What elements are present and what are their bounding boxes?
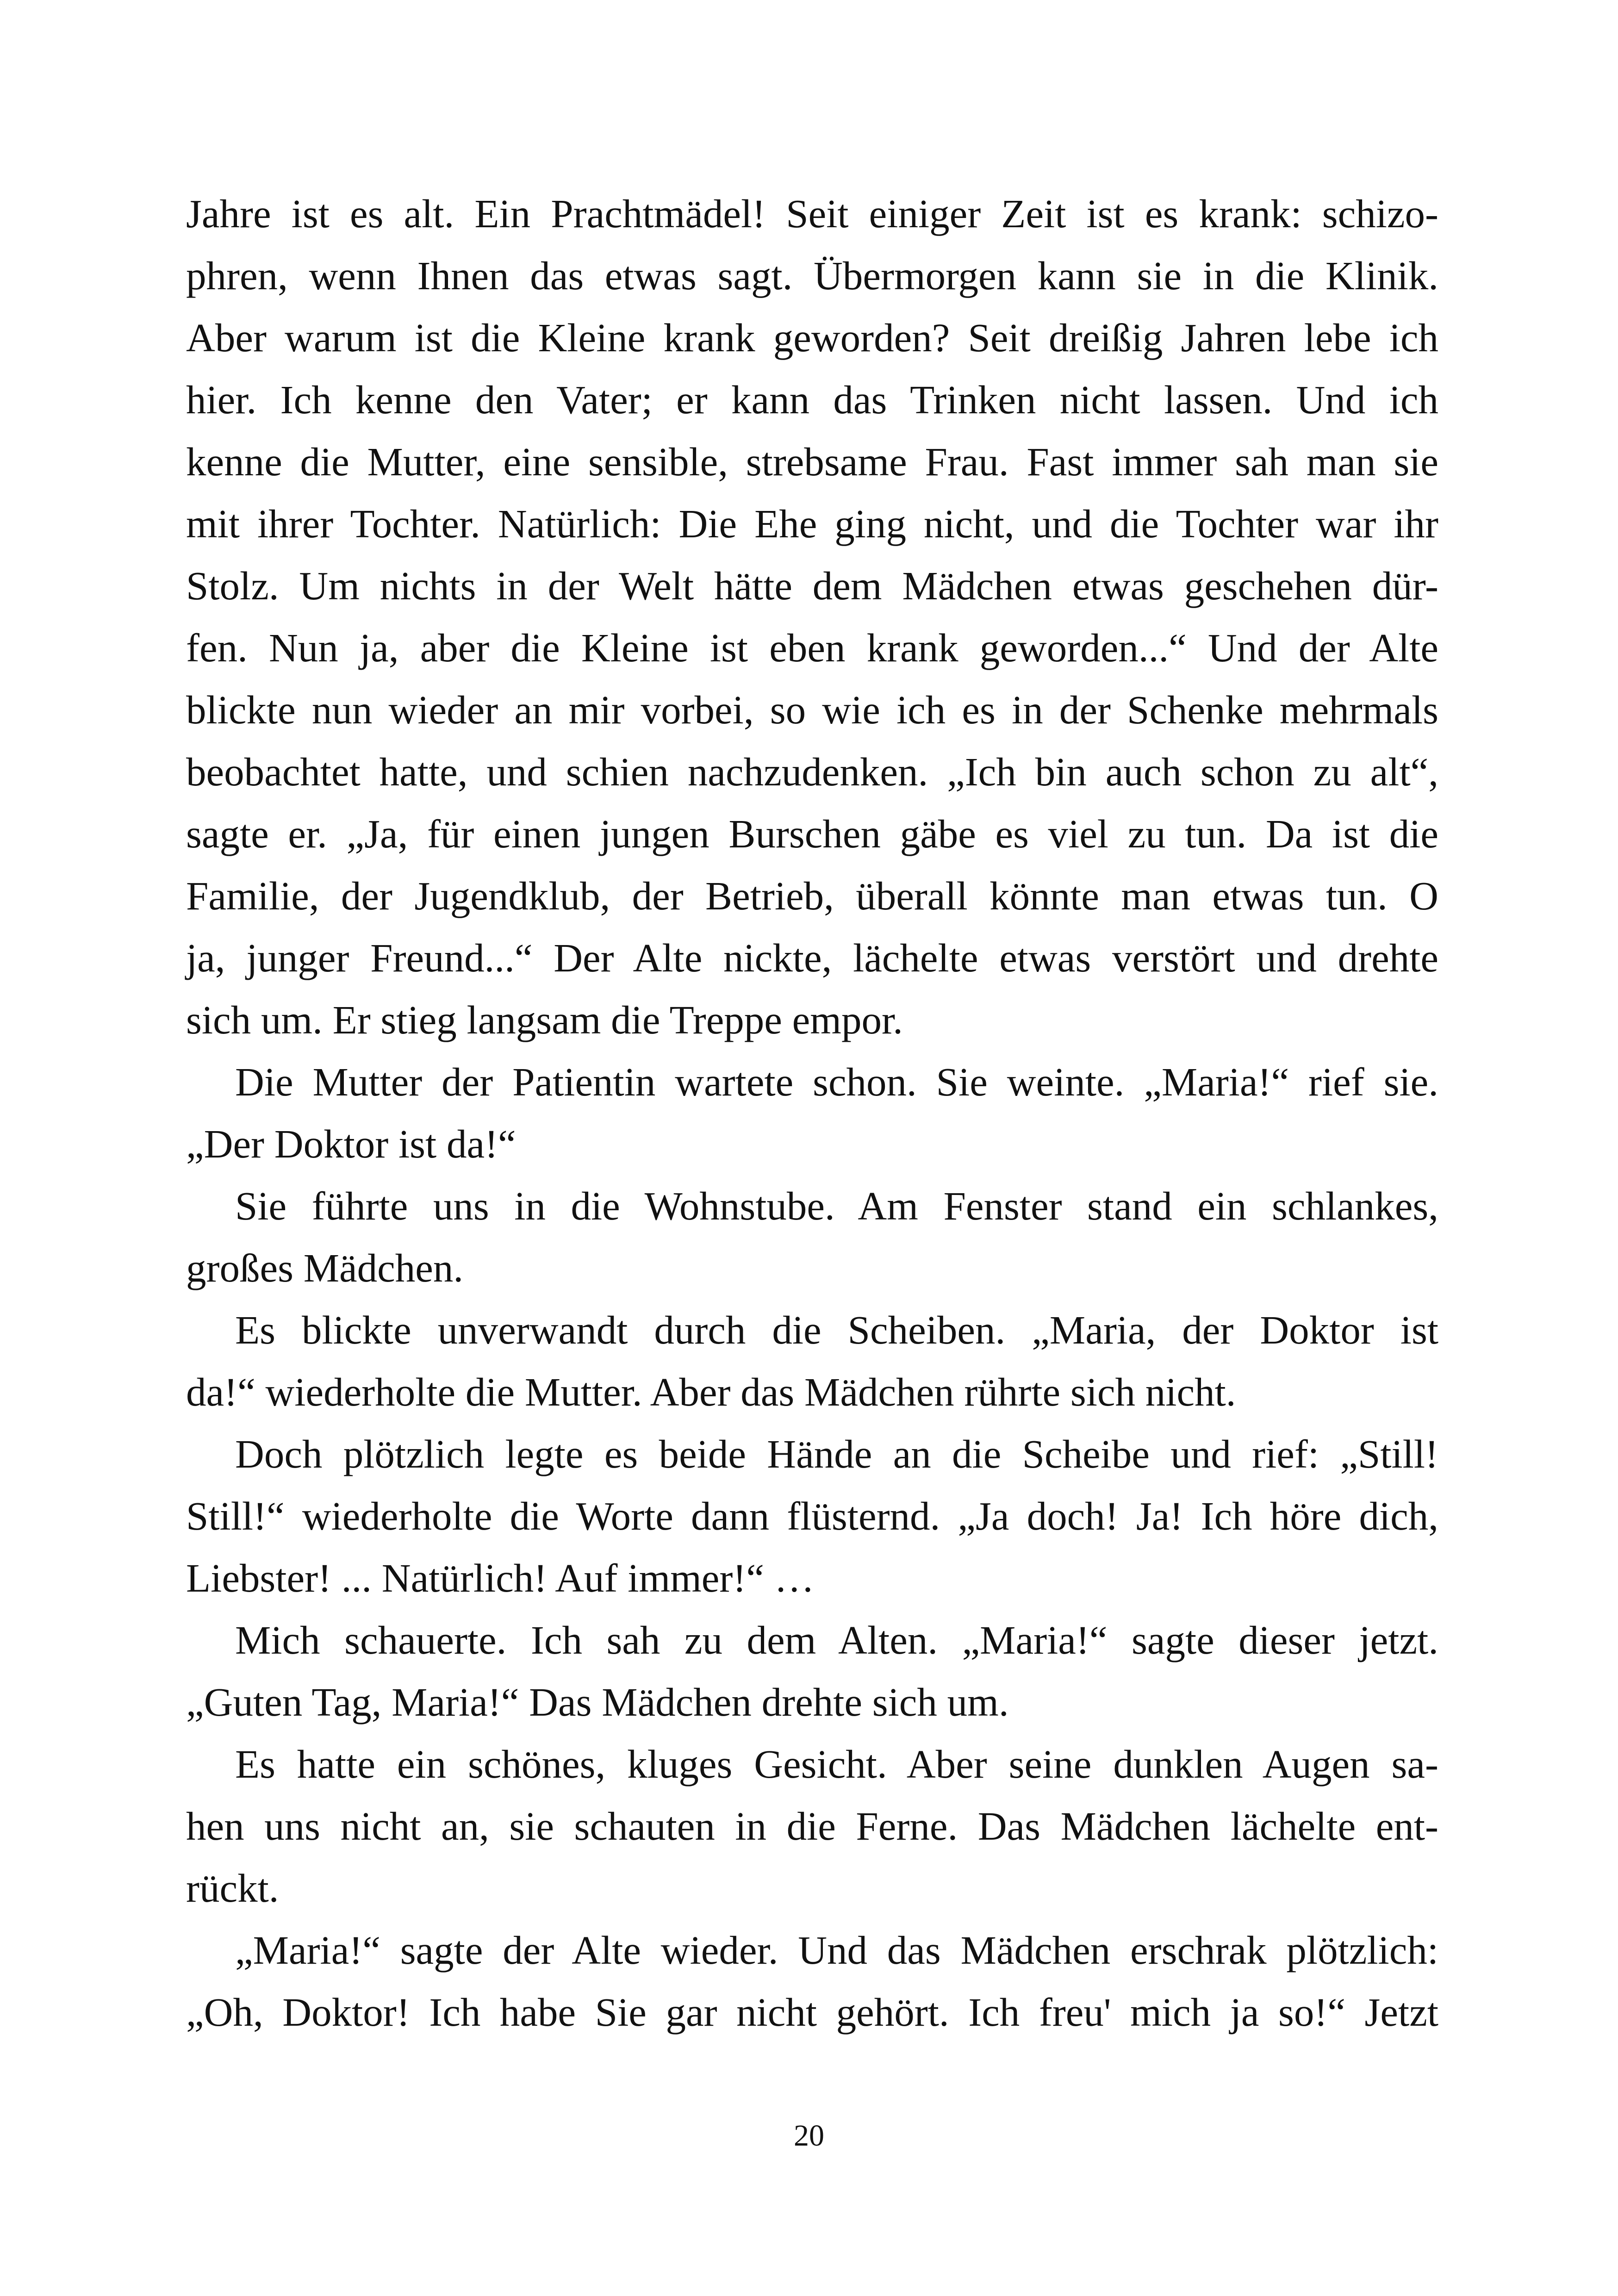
text-line: Doch plötzlich legte es beide Hände an die Scheibe und rief: „Still! bbox=[235, 1431, 1438, 1476]
text-line: Es hatte ein schönes, kluges Gesicht. Aber seine dunklen Augen sa- bbox=[235, 1742, 1438, 1786]
text-line: Sie führte uns in die Wohnstube. Am Fenster stand ein schlankes, bbox=[235, 1183, 1438, 1228]
text-line: da!“ wiederholte die Mutter. Aber das Mädchen rührte sich nicht. bbox=[186, 1369, 1236, 1414]
text-line: Stolz. Um nichts in der Welt hätte dem Mädchen etwas geschehen dür- bbox=[186, 563, 1438, 608]
text-line: „Guten Tag, Maria!“ Das Mädchen drehte sich um. bbox=[186, 1680, 1009, 1724]
text-line: Familie, der Jugendklub, der Betrieb, überall könnte man etwas tun. O bbox=[186, 873, 1438, 918]
page-number: 20 bbox=[794, 2119, 824, 2153]
text-line: sich um. Er stieg langsam die Treppe empor. bbox=[186, 997, 903, 1042]
text-line: fen. Nun ja, aber die Kleine ist eben krank geworden...“ Und der Alte bbox=[186, 625, 1438, 670]
text-line: hen uns nicht an, sie schauten in die Ferne. Das Mädchen lächelte ent- bbox=[186, 1804, 1438, 1848]
text-line: Mich schauerte. Ich sah zu dem Alten. „Maria!“ sagte dieser jetzt. bbox=[235, 1618, 1438, 1662]
text-line: ja, junger Freund...“ Der Alte nickte, lächelte etwas verstört und drehte bbox=[186, 935, 1438, 980]
text-line: blickte nun wieder an mir vorbei, so wie ich es in der Schenke mehrmals bbox=[186, 687, 1438, 732]
text-line: Die Mutter der Patientin wartete schon. Sie weinte. „Maria!“ rief sie. bbox=[235, 1059, 1438, 1104]
text-line: rückt. bbox=[186, 1866, 279, 1910]
text-line: Jahre ist es alt. Ein Prachtmädel! Seit einiger Zeit ist es krank: schizo- bbox=[186, 191, 1438, 236]
text-line: Still!“ wiederholte die Worte dann flüsternd. „Ja doch! Ja! Ich höre dich, bbox=[186, 1493, 1438, 1538]
text-line: sagte er. „Ja, für einen jungen Burschen gäbe es viel zu tun. Da ist die bbox=[186, 811, 1438, 856]
text-line: „Oh, Doktor! Ich habe Sie gar nicht gehört. Ich freu' mich ja so!“ Jetzt bbox=[186, 1990, 1438, 2035]
text-line: mit ihrer Tochter. Natürlich: Die Ehe ging nicht, und die Tochter war ihr bbox=[186, 501, 1438, 546]
text-line: phren, wenn Ihnen das etwas sagt. Übermorgen kann sie in die Klinik. bbox=[186, 253, 1438, 298]
text-line: „Der Doktor ist da!“ bbox=[186, 1121, 516, 1166]
text-line: Liebster! ... Natürlich! Auf immer!“ … bbox=[186, 1556, 815, 1600]
text-line: hier. Ich kenne den Vater; er kann das Trinken nicht lassen. Und ich bbox=[186, 377, 1438, 422]
body-text bbox=[186, 183, 1438, 2043]
text-line: Es blickte unverwandt durch die Scheiben. „Maria, der Doktor ist bbox=[235, 1307, 1438, 1352]
text-line: kenne die Mutter, eine sensible, strebsame Frau. Fast immer sah man sie bbox=[186, 439, 1438, 484]
text-line: „Maria!“ sagte der Alte wieder. Und das Mädchen erschrak plötzlich: bbox=[235, 1928, 1438, 1972]
text-line: Aber warum ist die Kleine krank geworden? Seit dreißig Jahren lebe ich bbox=[186, 315, 1438, 360]
text-line: großes Mädchen. bbox=[186, 1245, 464, 1290]
text-line: beobachtet hatte, und schien nachzudenken. „Ich bin auch schon zu alt“, bbox=[186, 749, 1438, 794]
